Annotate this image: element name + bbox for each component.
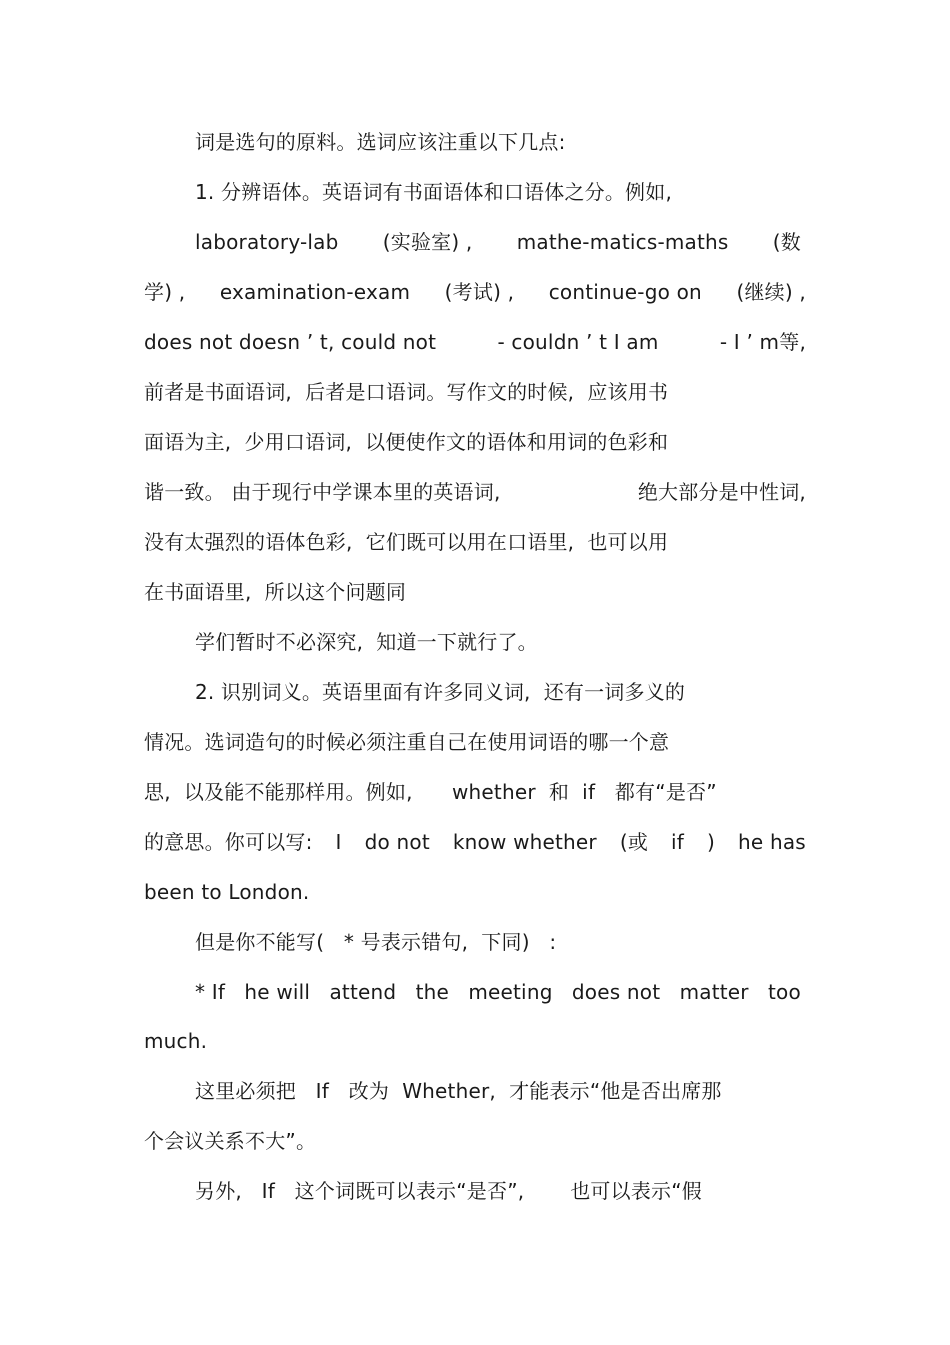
point-2-heading: 2. 识别词义。英语里面有许多同义词, 还有一词多义的 xyxy=(195,680,686,704)
example-word: does not doesn ’ t, could not xyxy=(144,330,437,354)
paragraph-line: 前者是书面语词, 后者是口语词。写作文的时候, 应该用书 xyxy=(144,380,669,404)
paragraph-line: 情况。选词造句的时候必须注重自己在使用词语的哪一个意 xyxy=(144,730,670,754)
paragraph-line: 个会议关系不大”。 xyxy=(144,1129,317,1153)
text-segment: matter xyxy=(679,980,749,1004)
text-segment: I xyxy=(335,830,342,854)
example-sentence-line xyxy=(144,829,806,855)
example-line-2 xyxy=(144,279,806,305)
text-segment: 的意思。你可以写: xyxy=(144,830,313,854)
example-line-1 xyxy=(195,229,801,255)
paragraph-line: 在书面语里, 所以这个问题同 xyxy=(144,580,407,604)
paragraph-line: 但是你不能写( * 号表示错句, 下同) : xyxy=(195,930,557,954)
text-segment: the xyxy=(415,980,450,1004)
text-segment: he will xyxy=(244,980,311,1004)
text-segment: does not xyxy=(571,980,661,1004)
text-segment: too xyxy=(768,980,801,1004)
text-segment: * If xyxy=(195,980,226,1004)
example-sentence-line: been to London. xyxy=(144,880,310,904)
text-segment: 谐一致。 由于现行中学课本里的英语词, xyxy=(144,480,501,504)
example-line-3 xyxy=(144,329,806,355)
paragraph-line: 这里必须把 If 改为 Whether, 才能表示“他是否出席那 xyxy=(195,1079,722,1103)
text-segment: do not xyxy=(364,830,430,854)
text-segment: he has xyxy=(738,830,806,854)
text-segment: (或 xyxy=(619,830,649,854)
error-sentence-line xyxy=(195,979,801,1005)
example-word: examination-exam xyxy=(219,280,411,304)
example-gloss: (继续) , xyxy=(736,280,806,304)
paragraph-line: 面语为主, 少用口语词, 以便使作文的语体和用词的色彩和 xyxy=(144,430,669,454)
paragraph-line: 思, 以及能不能那样用。例如, whether 和 if 都有“是否” xyxy=(144,780,717,804)
text-segment: meeting xyxy=(468,980,553,1004)
paragraph-line: 没有太强烈的语体色彩, 它们既可以用在口语里, 也可以用 xyxy=(144,530,669,554)
example-gloss: (实验室) , xyxy=(382,230,473,254)
text-segment: 绝大部分是中性词, xyxy=(637,480,806,504)
example-gloss: (考试) , xyxy=(444,280,515,304)
paragraph-intro: 词是选句的原料。选词应该注重以下几点: xyxy=(195,130,566,154)
example-word: continue-go on xyxy=(548,280,702,304)
example-word: laboratory-lab xyxy=(195,230,339,254)
text-segment: know whether xyxy=(452,830,597,854)
example-word: - I ’ m等, xyxy=(719,330,806,354)
paragraph-line: 另外, If 这个词既可以表示“是否”, 也可以表示“假 xyxy=(195,1179,702,1203)
point-1-heading: 1. 分辨语体。英语词有书面语体和口语体之分。例如, xyxy=(195,180,672,204)
text-segment: if xyxy=(671,830,685,854)
example-gloss: (数 xyxy=(772,230,801,254)
paragraph-line xyxy=(144,479,806,505)
example-gloss: 学) , xyxy=(144,280,186,304)
example-word: mathe-matics-maths xyxy=(516,230,729,254)
error-sentence-line: much. xyxy=(144,1029,208,1053)
text-segment: attend xyxy=(329,980,397,1004)
paragraph-line: 学们暂时不必深究, 知道一下就行了。 xyxy=(195,630,538,654)
text-segment: ) xyxy=(707,830,716,854)
example-word: - couldn ’ t I am xyxy=(497,330,659,354)
